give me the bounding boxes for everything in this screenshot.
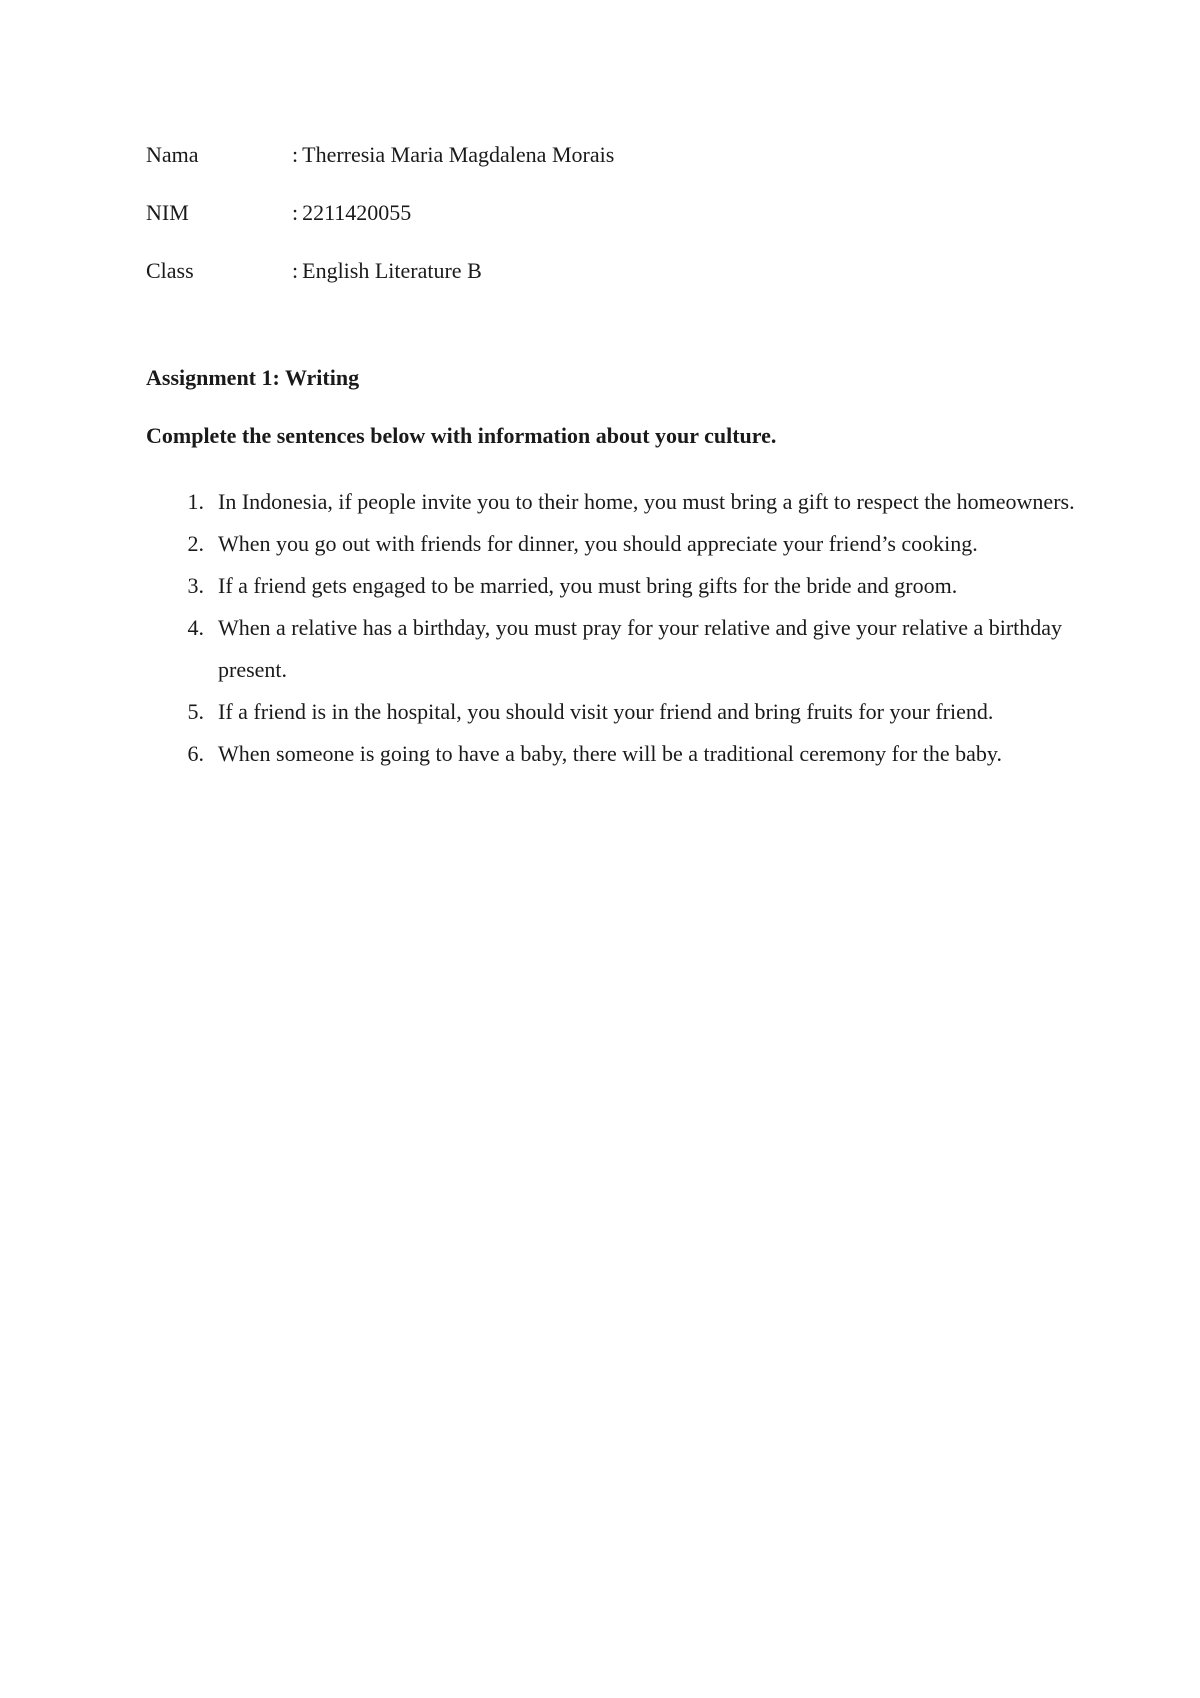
info-label: Class	[146, 258, 194, 283]
list-number: 6.	[187, 741, 204, 766]
list-item	[146, 523, 1076, 565]
list-text: If a friend gets engaged to be married, you must bring gifts for the bride and groom.	[218, 573, 958, 598]
info-value: English Literature B	[302, 258, 482, 283]
student-info	[146, 142, 614, 316]
list-item	[146, 691, 1076, 733]
list-number: 2.	[187, 531, 204, 556]
assignment-instruction: Complete the sentences below with information about your culture.	[146, 423, 777, 448]
list-number: 1.	[187, 489, 204, 514]
assignment-title: Assignment 1: Writing	[146, 365, 360, 390]
info-value: Therresia Maria Magdalena Morais	[302, 142, 615, 167]
list-number: 3.	[187, 573, 204, 598]
info-row-class	[146, 258, 614, 316]
info-value: 2211420055	[302, 200, 412, 225]
list-item	[146, 565, 1076, 607]
info-row-name	[146, 142, 614, 200]
list-item	[146, 607, 1076, 691]
list-text: When a relative has a birthday, you must pray for your relative and give your relative a birthday present.	[218, 615, 1063, 682]
list-number: 4.	[187, 615, 204, 640]
list-text: In Indonesia, if people invite you to their home, you must bring a gift to respect the homeowners.	[218, 489, 1075, 514]
info-label: NIM	[146, 200, 189, 225]
info-label: Nama	[146, 142, 199, 167]
list-text: When someone is going to have a baby, there will be a traditional ceremony for the baby.	[218, 741, 1002, 766]
list-item	[146, 481, 1076, 523]
list-number: 5.	[187, 699, 204, 724]
info-separator: :	[292, 142, 299, 167]
list-item	[146, 733, 1076, 775]
info-separator: :	[292, 258, 299, 283]
sentence-list	[146, 481, 1076, 775]
info-row-nim	[146, 200, 614, 258]
list-text: When you go out with friends for dinner, you should appreciate your friend’s cooking.	[218, 531, 978, 556]
info-separator: :	[292, 200, 299, 225]
list-text: If a friend is in the hospital, you should visit your friend and bring fruits for your friend.	[218, 699, 994, 724]
